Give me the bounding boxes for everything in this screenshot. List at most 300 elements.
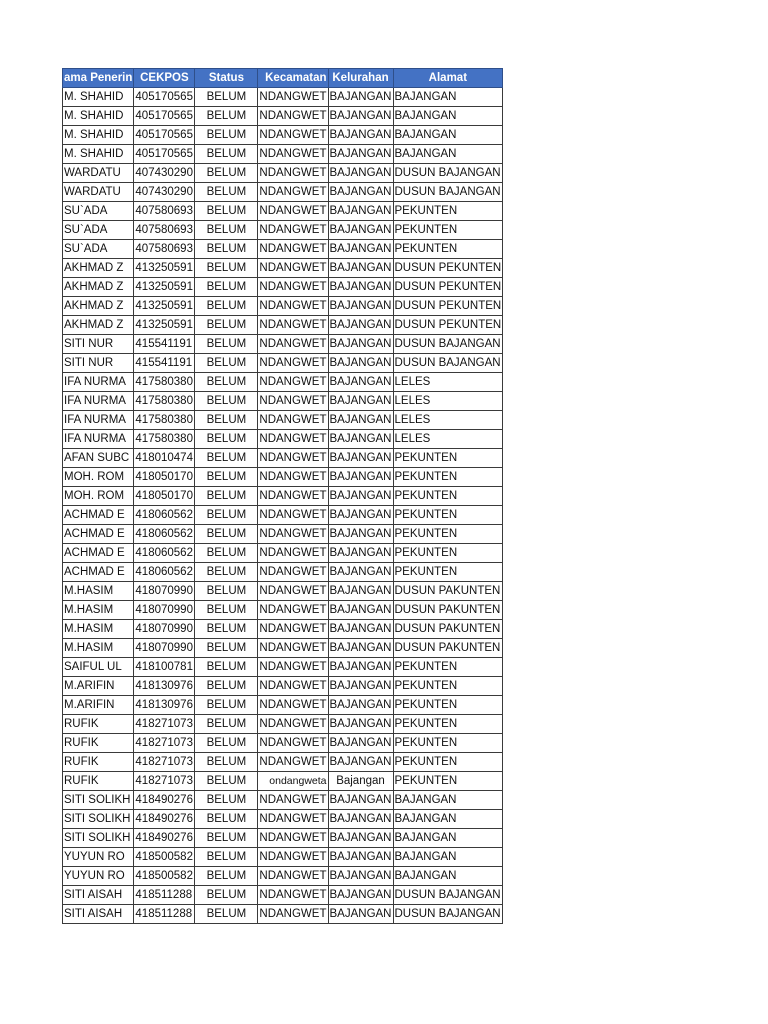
cell-cekpos[interactable]: 418490276	[134, 791, 195, 810]
cell-kelurahan[interactable]: BAJANGAN	[328, 202, 393, 221]
cell-nama[interactable]: ACHMAD E	[63, 544, 134, 563]
cell-cekpos[interactable]: 418050170	[134, 468, 195, 487]
header-kecamatan[interactable]: Kecamatan	[258, 69, 328, 88]
cell-cekpos[interactable]: 418070990	[134, 582, 195, 601]
cell-kecamatan[interactable]: NDANGWET	[258, 582, 328, 601]
cell-kecamatan[interactable]: NDANGWET	[258, 449, 328, 468]
cell-cekpos[interactable]: 418500582	[134, 867, 195, 886]
cell-status[interactable]: BELUM	[195, 639, 258, 658]
cell-nama[interactable]: M.ARIFIN	[63, 696, 134, 715]
cell-status[interactable]: BELUM	[195, 848, 258, 867]
cell-nama[interactable]: YUYUN RO	[63, 848, 134, 867]
table-row	[63, 278, 503, 297]
cell-status[interactable]: BELUM	[195, 316, 258, 335]
cell-kelurahan[interactable]: BAJANGAN	[328, 164, 393, 183]
cell-alamat[interactable]	[393, 544, 503, 563]
cell-status[interactable]: BELUM	[195, 601, 258, 620]
cell-cekpos[interactable]: 407430290	[134, 183, 195, 202]
cell-status[interactable]: BELUM	[195, 772, 258, 791]
cell-status[interactable]: BELUM	[195, 335, 258, 354]
cell-nama[interactable]: SITI NUR	[63, 335, 134, 354]
cell-kecamatan[interactable]: NDANGWET	[258, 88, 328, 107]
cell-alamat[interactable]	[393, 620, 503, 639]
cell-kelurahan[interactable]: BAJANGAN	[328, 848, 393, 867]
cell-nama[interactable]: SU`ADA	[63, 202, 134, 221]
cell-kecamatan[interactable]: NDANGWET	[258, 639, 328, 658]
cell-cekpos[interactable]: 418060562	[134, 544, 195, 563]
table-row	[63, 373, 503, 392]
cell-kecamatan[interactable]: NDANGWET	[258, 525, 328, 544]
cell-kecamatan[interactable]: NDANGWET	[258, 905, 328, 924]
cell-status[interactable]: BELUM	[195, 202, 258, 221]
cell-status[interactable]: BELUM	[195, 734, 258, 753]
cell-kecamatan[interactable]: NDANGWET	[258, 297, 328, 316]
cell-kecamatan[interactable]: NDANGWET	[258, 392, 328, 411]
cell-cekpos[interactable]: 407580693	[134, 202, 195, 221]
cell-kecamatan[interactable]: NDANGWET	[258, 145, 328, 164]
cell-alamat[interactable]	[393, 164, 503, 183]
cell-kecamatan[interactable]: NDANGWET	[258, 753, 328, 772]
cell-nama[interactable]: MOH. ROM	[63, 468, 134, 487]
cell-kecamatan[interactable]: NDANGWET	[258, 259, 328, 278]
cell-nama[interactable]: AKHMAD Z	[63, 316, 134, 335]
table-row	[63, 753, 503, 772]
cell-kelurahan[interactable]: BAJANGAN	[328, 905, 393, 924]
cell-cekpos[interactable]: 418010474	[134, 449, 195, 468]
cell-nama[interactable]: SITI SOLIKH	[63, 810, 134, 829]
data-table	[62, 68, 503, 924]
cell-alamat[interactable]	[393, 563, 503, 582]
cell-alamat[interactable]	[393, 582, 503, 601]
cell-alamat[interactable]	[393, 183, 503, 202]
cell-kelurahan[interactable]: BAJANGAN	[328, 658, 393, 677]
cell-kelurahan[interactable]: BAJANGAN	[328, 449, 393, 468]
table-row	[63, 240, 503, 259]
cell-cekpos[interactable]: 413250591	[134, 297, 195, 316]
cell-kelurahan[interactable]: BAJANGAN	[328, 639, 393, 658]
cell-cekpos[interactable]: 418490276	[134, 829, 195, 848]
cell-kecamatan[interactable]: NDANGWET	[258, 202, 328, 221]
cell-alamat[interactable]	[393, 753, 503, 772]
cell-cekpos[interactable]: 418271073	[134, 734, 195, 753]
cell-nama[interactable]: AKHMAD Z	[63, 259, 134, 278]
cell-kelurahan[interactable]: BAJANGAN	[328, 696, 393, 715]
cell-cekpos[interactable]: 418060562	[134, 525, 195, 544]
cell-kelurahan[interactable]: BAJANGAN	[328, 278, 393, 297]
cell-cekpos[interactable]: 405170565	[134, 88, 195, 107]
cell-alamat[interactable]	[393, 240, 503, 259]
cell-kecamatan[interactable]: NDANGWET	[258, 411, 328, 430]
cell-nama[interactable]: WARDATU	[63, 164, 134, 183]
cell-nama[interactable]: IFA NURMA	[63, 430, 134, 449]
cell-alamat[interactable]	[393, 126, 503, 145]
cell-cekpos[interactable]: 417580380	[134, 373, 195, 392]
cell-status[interactable]: BELUM	[195, 297, 258, 316]
cell-cekpos[interactable]: 418100781	[134, 658, 195, 677]
cell-nama[interactable]: SITI AISAH	[63, 886, 134, 905]
cell-nama[interactable]: M.HASIM	[63, 601, 134, 620]
cell-kecamatan[interactable]: NDANGWET	[258, 677, 328, 696]
cell-alamat[interactable]	[393, 221, 503, 240]
table-row	[63, 848, 503, 867]
cell-alamat[interactable]	[393, 411, 503, 430]
cell-status[interactable]: BELUM	[195, 544, 258, 563]
cell-status[interactable]: BELUM	[195, 392, 258, 411]
cell-cekpos[interactable]: 413250591	[134, 259, 195, 278]
cell-cekpos[interactable]: 407430290	[134, 164, 195, 183]
cell-status[interactable]: BELUM	[195, 354, 258, 373]
alamat-text: LELES	[394, 395, 431, 407]
cell-kecamatan[interactable]: NDANGWET	[258, 316, 328, 335]
cell-nama[interactable]: RUFIK	[63, 753, 134, 772]
cell-nama[interactable]: M.HASIM	[63, 639, 134, 658]
cell-kelurahan[interactable]: BAJANGAN	[328, 886, 393, 905]
cell-kecamatan[interactable]: NDANGWET	[258, 886, 328, 905]
cell-kecamatan[interactable]: NDANGWET	[258, 240, 328, 259]
cell-cekpos[interactable]: 418511288	[134, 905, 195, 924]
cell-kelurahan[interactable]: BAJANGAN	[328, 430, 393, 449]
cell-nama[interactable]: M.HASIM	[63, 620, 134, 639]
cell-alamat[interactable]	[393, 772, 503, 791]
cell-kelurahan[interactable]: BAJANGAN	[328, 582, 393, 601]
cell-kecamatan[interactable]: NDANGWET	[258, 373, 328, 392]
cell-kelurahan[interactable]: BAJANGAN	[328, 316, 393, 335]
table-row	[63, 563, 503, 582]
cell-kecamatan[interactable]: NDANGWET	[258, 126, 328, 145]
cell-status[interactable]: BELUM	[195, 449, 258, 468]
cell-kelurahan[interactable]: BAJANGAN	[328, 734, 393, 753]
cell-cekpos[interactable]: 418060562	[134, 506, 195, 525]
table-row	[63, 164, 503, 183]
cell-kelurahan[interactable]: BAJANGAN	[328, 240, 393, 259]
cell-nama[interactable]: ACHMAD E	[63, 525, 134, 544]
cell-status[interactable]: BELUM	[195, 259, 258, 278]
alamat-text: PEKUNTEN	[394, 205, 458, 217]
alamat-text: DUSUN PAKUNTEN	[394, 623, 501, 635]
cell-nama[interactable]: SITI SOLIKH	[63, 829, 134, 848]
cell-kecamatan[interactable]: NDANGWET	[258, 221, 328, 240]
table-row	[63, 677, 503, 696]
cell-kecamatan[interactable]: NDANGWET	[258, 487, 328, 506]
cell-kelurahan[interactable]: BAJANGAN	[328, 468, 393, 487]
cell-alamat[interactable]	[393, 791, 503, 810]
cell-nama[interactable]: AKHMAD Z	[63, 278, 134, 297]
cell-status[interactable]: BELUM	[195, 563, 258, 582]
cell-kecamatan[interactable]: NDANGWET	[258, 278, 328, 297]
header-status[interactable]: Status	[195, 69, 258, 88]
cell-kelurahan[interactable]: BAJANGAN	[328, 88, 393, 107]
cell-kelurahan[interactable]: BAJANGAN	[328, 297, 393, 316]
table-row	[63, 696, 503, 715]
cell-nama[interactable]: M. SHAHID	[63, 107, 134, 126]
cell-status[interactable]: BELUM	[195, 183, 258, 202]
cell-alamat[interactable]	[393, 297, 503, 316]
cell-cekpos[interactable]: 418060562	[134, 563, 195, 582]
cell-kecamatan[interactable]: NDANGWET	[258, 563, 328, 582]
alamat-text: BAJANGAN	[394, 832, 457, 844]
cell-cekpos[interactable]: 418130976	[134, 696, 195, 715]
header-nama-penerima[interactable]: ama Penerin	[63, 69, 134, 88]
cell-kelurahan[interactable]: BAJANGAN	[328, 145, 393, 164]
alamat-text: DUSUN PAKUNTEN	[394, 585, 501, 597]
cell-status[interactable]: BELUM	[195, 525, 258, 544]
cell-alamat[interactable]	[393, 848, 503, 867]
cell-status[interactable]: BELUM	[195, 145, 258, 164]
cell-alamat[interactable]	[393, 88, 503, 107]
cell-kecamatan[interactable]: NDANGWET	[258, 810, 328, 829]
cell-status[interactable]: BELUM	[195, 468, 258, 487]
header-alamat[interactable]: Alamat	[393, 69, 503, 88]
table-body	[63, 88, 503, 924]
cell-kecamatan[interactable]: NDANGWET	[258, 829, 328, 848]
cell-nama[interactable]: AFAN SUBC	[63, 449, 134, 468]
alamat-text: PEKUNTEN	[394, 737, 458, 749]
cell-kecamatan[interactable]: NDANGWET	[258, 468, 328, 487]
cell-status[interactable]: BELUM	[195, 126, 258, 145]
cell-kelurahan[interactable]: BAJANGAN	[328, 107, 393, 126]
cell-alamat[interactable]	[393, 107, 503, 126]
cell-alamat[interactable]	[393, 468, 503, 487]
cell-kelurahan[interactable]: BAJANGAN	[328, 183, 393, 202]
table-row	[63, 126, 503, 145]
cell-nama[interactable]: M. SHAHID	[63, 126, 134, 145]
cell-nama[interactable]: RUFIK	[63, 715, 134, 734]
cell-status[interactable]: BELUM	[195, 164, 258, 183]
cell-alamat[interactable]	[393, 715, 503, 734]
cell-cekpos[interactable]: 415541191	[134, 335, 195, 354]
cell-status[interactable]: BELUM	[195, 867, 258, 886]
cell-kelurahan[interactable]: BAJANGAN	[328, 791, 393, 810]
cell-nama[interactable]: M. SHAHID	[63, 88, 134, 107]
cell-kecamatan[interactable]: NDANGWET	[258, 164, 328, 183]
table-row	[63, 525, 503, 544]
cell-alamat[interactable]	[393, 639, 503, 658]
cell-status[interactable]: BELUM	[195, 620, 258, 639]
cell-alamat[interactable]	[393, 658, 503, 677]
cell-nama[interactable]: M.ARIFIN	[63, 677, 134, 696]
cell-alamat[interactable]	[393, 316, 503, 335]
cell-alamat[interactable]	[393, 905, 503, 924]
cell-kelurahan[interactable]: BAJANGAN	[328, 354, 393, 373]
cell-cekpos[interactable]: 418271073	[134, 715, 195, 734]
cell-alamat[interactable]	[393, 259, 503, 278]
cell-alamat[interactable]	[393, 810, 503, 829]
alamat-text: PEKUNTEN	[394, 490, 458, 502]
cell-alamat[interactable]	[393, 430, 503, 449]
cell-kelurahan[interactable]: BAJANGAN	[328, 867, 393, 886]
cell-alamat[interactable]	[393, 867, 503, 886]
cell-status[interactable]: BELUM	[195, 696, 258, 715]
cell-kelurahan[interactable]: BAJANGAN	[328, 525, 393, 544]
cell-cekpos[interactable]: 413250591	[134, 316, 195, 335]
cell-kelurahan[interactable]: BAJANGAN	[328, 620, 393, 639]
cell-alamat[interactable]	[393, 696, 503, 715]
cell-status[interactable]: BELUM	[195, 791, 258, 810]
cell-kecamatan[interactable]: NDANGWET	[258, 734, 328, 753]
header-cekpos[interactable]: CEKPOS	[134, 69, 195, 88]
cell-nama[interactable]: YUYUN RO	[63, 867, 134, 886]
cell-kecamatan[interactable]: NDANGWET	[258, 506, 328, 525]
alamat-text: LELES	[394, 376, 431, 388]
cell-kelurahan[interactable]: BAJANGAN	[328, 829, 393, 848]
cell-alamat[interactable]	[393, 278, 503, 297]
cell-kelurahan[interactable]: BAJANGAN	[328, 335, 393, 354]
cell-nama[interactable]: IFA NURMA	[63, 392, 134, 411]
cell-nama[interactable]: MOH. ROM	[63, 487, 134, 506]
cell-alamat[interactable]	[393, 354, 503, 373]
cell-nama[interactable]: SU`ADA	[63, 221, 134, 240]
cell-alamat[interactable]	[393, 886, 503, 905]
cell-cekpos[interactable]: 417580380	[134, 411, 195, 430]
cell-alamat[interactable]	[393, 487, 503, 506]
cell-kelurahan[interactable]: BAJANGAN	[328, 544, 393, 563]
cell-cekpos[interactable]: 418271073	[134, 772, 195, 791]
cell-alamat[interactable]	[393, 734, 503, 753]
cell-kelurahan[interactable]: Bajangan	[328, 772, 393, 791]
cell-nama[interactable]: M.HASIM	[63, 582, 134, 601]
cell-cekpos[interactable]: 418130976	[134, 677, 195, 696]
cell-kelurahan[interactable]: BAJANGAN	[328, 753, 393, 772]
cell-status[interactable]: BELUM	[195, 905, 258, 924]
cell-kelurahan[interactable]: BAJANGAN	[328, 259, 393, 278]
cell-cekpos[interactable]: 418511288	[134, 886, 195, 905]
alamat-text: BAJANGAN	[394, 794, 457, 806]
cell-cekpos[interactable]: 417580380	[134, 430, 195, 449]
cell-cekpos[interactable]: 407580693	[134, 221, 195, 240]
cell-kecamatan[interactable]: NDANGWET	[258, 183, 328, 202]
cell-kecamatan[interactable]: NDANGWET	[258, 848, 328, 867]
cell-status[interactable]: BELUM	[195, 88, 258, 107]
cell-nama[interactable]: SAIFUL UL	[63, 658, 134, 677]
cell-status[interactable]: BELUM	[195, 430, 258, 449]
cell-alamat[interactable]	[393, 449, 503, 468]
cell-cekpos[interactable]: 417580380	[134, 392, 195, 411]
cell-status[interactable]: BELUM	[195, 829, 258, 848]
cell-nama[interactable]: RUFIK	[63, 734, 134, 753]
cell-status[interactable]: BELUM	[195, 373, 258, 392]
cell-nama[interactable]: AKHMAD Z	[63, 297, 134, 316]
cell-cekpos[interactable]: 405170565	[134, 145, 195, 164]
cell-status[interactable]: BELUM	[195, 278, 258, 297]
cell-nama[interactable]: SU`ADA	[63, 240, 134, 259]
cell-status[interactable]: BELUM	[195, 886, 258, 905]
header-kelurahan[interactable]: Kelurahan	[328, 69, 393, 88]
cell-kecamatan[interactable]: NDANGWET	[258, 867, 328, 886]
cell-alamat[interactable]	[393, 335, 503, 354]
cell-kelurahan[interactable]: BAJANGAN	[328, 506, 393, 525]
cell-status[interactable]: BELUM	[195, 411, 258, 430]
cell-cekpos[interactable]: 418070990	[134, 639, 195, 658]
cell-kecamatan[interactable]: NDANGWET	[258, 107, 328, 126]
cell-status[interactable]: BELUM	[195, 715, 258, 734]
cell-kecamatan[interactable]: NDANGWET	[258, 620, 328, 639]
cell-nama[interactable]: SITI SOLIKH	[63, 791, 134, 810]
cell-status[interactable]: BELUM	[195, 810, 258, 829]
cell-status[interactable]: BELUM	[195, 677, 258, 696]
cell-cekpos[interactable]: 418500582	[134, 848, 195, 867]
cell-status[interactable]: BELUM	[195, 487, 258, 506]
cell-kelurahan[interactable]: BAJANGAN	[328, 126, 393, 145]
cell-nama[interactable]: IFA NURMA	[63, 373, 134, 392]
cell-kelurahan[interactable]: BAJANGAN	[328, 392, 393, 411]
cell-kecamatan[interactable]: NDANGWET	[258, 354, 328, 373]
cell-cekpos[interactable]: 413250591	[134, 278, 195, 297]
cell-status[interactable]: BELUM	[195, 506, 258, 525]
cell-status[interactable]: BELUM	[195, 658, 258, 677]
cell-alamat[interactable]	[393, 145, 503, 164]
cell-cekpos[interactable]: 405170565	[134, 107, 195, 126]
cell-kelurahan[interactable]: BAJANGAN	[328, 487, 393, 506]
cell-nama[interactable]: SITI NUR	[63, 354, 134, 373]
cell-kecamatan[interactable]: NDANGWET	[258, 658, 328, 677]
cell-nama[interactable]: ACHMAD E	[63, 563, 134, 582]
cell-kecamatan[interactable]: NDANGWET	[258, 335, 328, 354]
cell-status[interactable]: BELUM	[195, 221, 258, 240]
cell-status[interactable]: BELUM	[195, 107, 258, 126]
cell-nama[interactable]: RUFIK	[63, 772, 134, 791]
cell-kecamatan[interactable]: NDANGWET	[258, 430, 328, 449]
table-row	[63, 392, 503, 411]
cell-alamat[interactable]	[393, 373, 503, 392]
table-row	[63, 411, 503, 430]
cell-cekpos[interactable]: 418490276	[134, 810, 195, 829]
cell-kecamatan[interactable]: ondangweta	[258, 772, 328, 791]
cell-kecamatan[interactable]: NDANGWET	[258, 715, 328, 734]
cell-status[interactable]: BELUM	[195, 753, 258, 772]
cell-cekpos[interactable]: 418050170	[134, 487, 195, 506]
cell-cekpos[interactable]: 418271073	[134, 753, 195, 772]
cell-cekpos[interactable]: 415541191	[134, 354, 195, 373]
cell-kecamatan[interactable]: NDANGWET	[258, 544, 328, 563]
cell-nama[interactable]: M. SHAHID	[63, 145, 134, 164]
cell-kelurahan[interactable]: BAJANGAN	[328, 715, 393, 734]
cell-kelurahan[interactable]: BAJANGAN	[328, 221, 393, 240]
alamat-text: PEKUNTEN	[394, 528, 458, 540]
cell-alamat[interactable]	[393, 506, 503, 525]
cell-kelurahan[interactable]: BAJANGAN	[328, 563, 393, 582]
cell-kelurahan[interactable]: BAJANGAN	[328, 810, 393, 829]
cell-alamat[interactable]	[393, 525, 503, 544]
alamat-text: DUSUN PAKUNTEN	[394, 642, 501, 654]
cell-cekpos[interactable]: 418070990	[134, 601, 195, 620]
cell-alamat[interactable]	[393, 601, 503, 620]
cell-nama[interactable]: WARDATU	[63, 183, 134, 202]
cell-kelurahan[interactable]: BAJANGAN	[328, 677, 393, 696]
table-row	[63, 715, 503, 734]
cell-nama[interactable]: SITI AISAH	[63, 905, 134, 924]
table-row	[63, 829, 503, 848]
cell-alamat[interactable]	[393, 677, 503, 696]
cell-kelurahan[interactable]: BAJANGAN	[328, 373, 393, 392]
cell-kelurahan[interactable]: BAJANGAN	[328, 601, 393, 620]
cell-alamat[interactable]	[393, 829, 503, 848]
cell-cekpos[interactable]: 418070990	[134, 620, 195, 639]
cell-nama[interactable]: ACHMAD E	[63, 506, 134, 525]
cell-status[interactable]: BELUM	[195, 240, 258, 259]
cell-kecamatan[interactable]: NDANGWET	[258, 601, 328, 620]
cell-status[interactable]: BELUM	[195, 582, 258, 601]
cell-kecamatan[interactable]: NDANGWET	[258, 791, 328, 810]
alamat-text: BAJANGAN	[394, 91, 457, 103]
alamat-text: PEKUNTEN	[394, 509, 458, 521]
cell-alamat[interactable]	[393, 202, 503, 221]
cell-kelurahan[interactable]: BAJANGAN	[328, 411, 393, 430]
cell-nama[interactable]: IFA NURMA	[63, 411, 134, 430]
cell-cekpos[interactable]: 407580693	[134, 240, 195, 259]
cell-kecamatan[interactable]: NDANGWET	[258, 696, 328, 715]
cell-alamat[interactable]	[393, 392, 503, 411]
cell-cekpos[interactable]: 405170565	[134, 126, 195, 145]
